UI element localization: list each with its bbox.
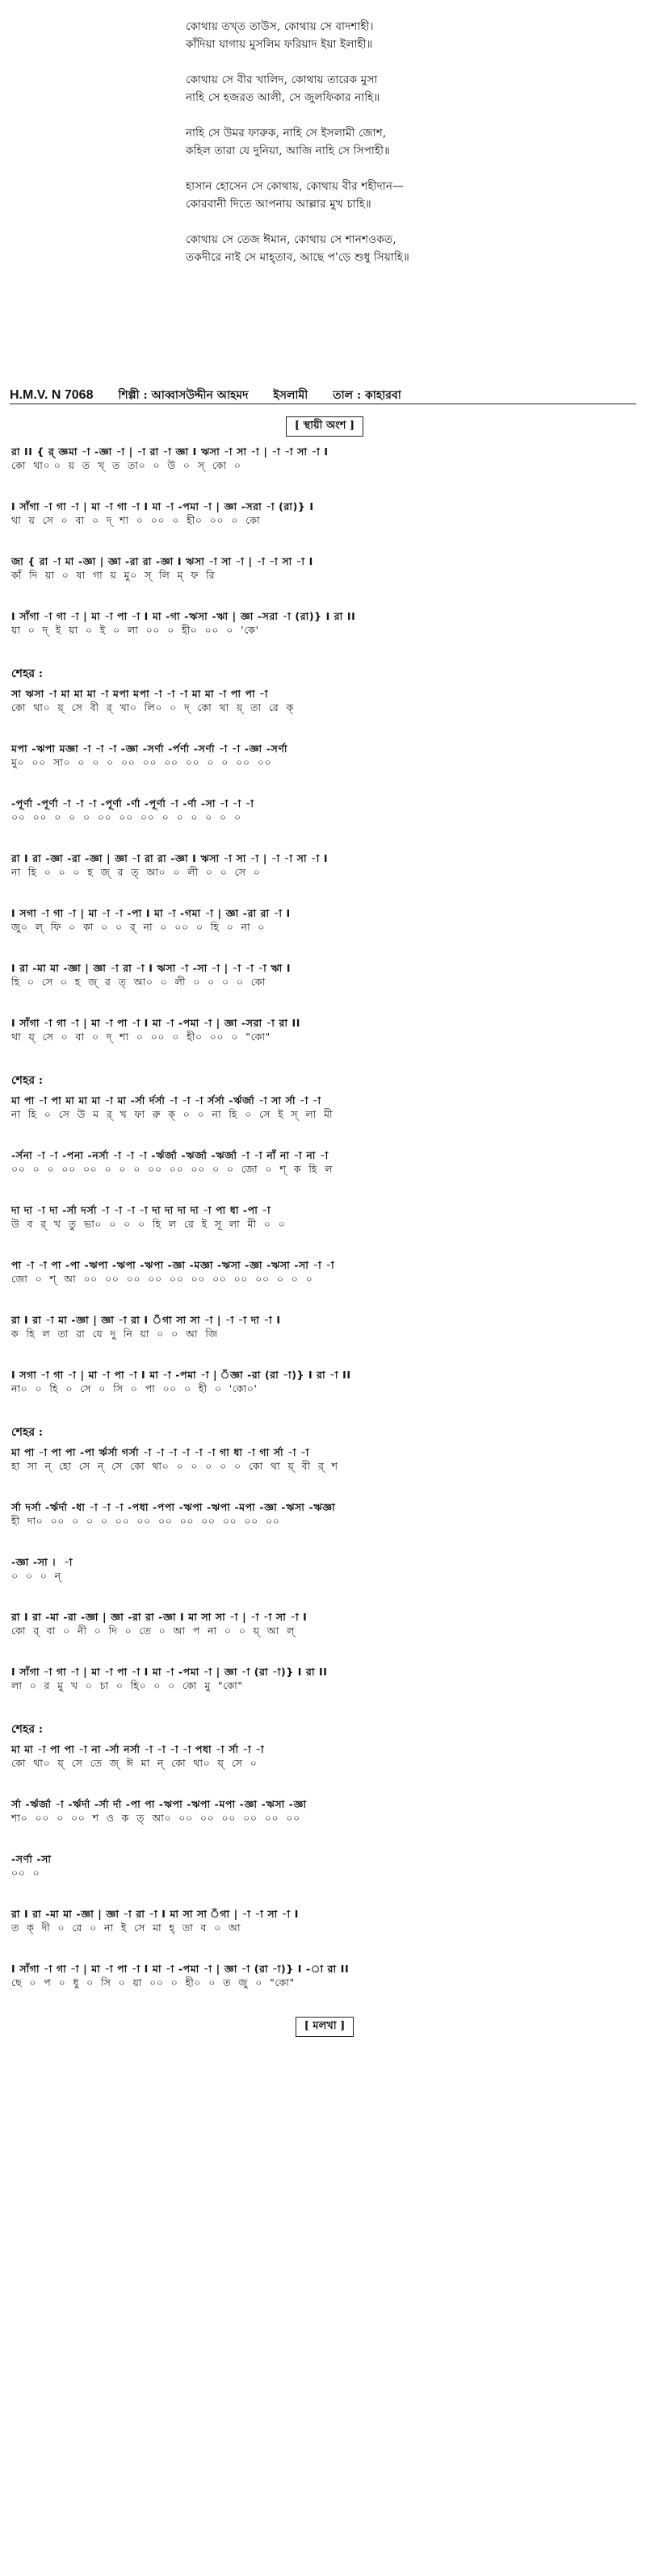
syllable-line: না হি ০ ০ ০ হ জ্ র ত্ আ০ ০ লী ০ ০ সে ০ (11, 866, 261, 878)
poem-line: কহিল তারা যে দুনিয়া, আজি নাহি সে সিপাহী॥ (186, 144, 390, 157)
notation-block (11, 1148, 638, 1176)
poem-line: নাহি সে উমর ফারুক, নাহি সে ইসলামী জোশ, (186, 127, 387, 140)
syllable-line: ছে ০ প ০ ধু ০ সি ০ য়া ০০ ০ হী০ ০ ত জু ০ "কো" (11, 1976, 295, 1988)
notation-line: মা পা -া পা মা মা মা -া মা -র্সা র্দর্সা -া -া -া র্সর্সা -র্ঋর্জা -া সা র্সা -া -া (11, 1094, 321, 1106)
notation-line: রা I রা -মা -রা -জ্ঞা | জ্ঞা -রা রা -জ্ঞা I মা সা সা -া | -া -া সা -া I (11, 1611, 308, 1623)
notation-block (11, 1907, 638, 1934)
notation-block (11, 445, 638, 472)
poem-line: হাসান হোসেন সে কোথায়, কোথায় বীর শহীদান— (186, 180, 404, 193)
notation-body (11, 416, 638, 2045)
tala-label: তাল : কাহারবা (333, 389, 401, 402)
notation-line: I সাঁগা -া গা -া | মা -া পা -া I মা -া -পমা -া | জ্ঞা -া (রা -া)} I -া রা II (11, 1963, 350, 1975)
notation-blocks (11, 445, 638, 1989)
poem-line: কোথায় তখ্ত তাউস, কোথায় সে বাদশাহী। (186, 20, 374, 33)
notation-line: -পূর্ণা -পূর্ণা -া -া -া -পূর্ণা -র্ণা -পূর্ণা -া -র্ণা -সা -া -া -া (11, 797, 254, 809)
notation-line: I সাঁগা -া গা -া | মা -া পা -া I মা -গা -ঋসা -ঋা | জ্ঞা -সরা -া (রা)} I রা II (11, 610, 356, 622)
notation-line: রা II { র্ জ্ঞমা -া -জ্ঞা -া | -া রা -া জ্ঞা I ঋসা -া সা -া | -া -া সা -া I (11, 445, 329, 458)
notation-block (11, 1313, 638, 1340)
stanza-2 (186, 71, 573, 107)
notation-line: সা ঋসা -া মা মা মা -া মপা মপা -া -া -া মা মা -া পা পা -া (11, 688, 269, 700)
notation-block (11, 500, 638, 527)
notation-block (11, 664, 638, 714)
notation-line: পা -া -া পা -পা -ঋপা -ঋপা -ঋপা -জ্ঞা -মজ্ঞা -ঋসা -জ্ঞা -ঋসা -সা -া -া (11, 1259, 335, 1271)
record-info-line (10, 386, 636, 405)
notation-block (11, 1797, 638, 1825)
syllable-line: না০ ০ হি ০ সে ০ সি ০ পা ০০ ০ হী ০ 'কো০' (11, 1382, 258, 1395)
artist-name: শিল্পী : আব্বাসউদ্দীন আহমদ (118, 389, 249, 402)
syllable-line: হা সা ন্ হো সে ন্ সে কো থা০ ০ ০ ০ ০ ০ কো থা য়্ বী র্ শ (11, 1460, 338, 1472)
syllable-line: হী দা০ ০০ ০ ০ ০ ০০ ০০ ০০ ০০ ০০ ০০ ০০ ০০ (11, 1515, 280, 1527)
notation-line: রা I রা -া মা -জ্ঞা | জ্ঞা -া রা I ঁগা সা সা -া | -া -া দা -া I (11, 1314, 281, 1326)
syllable-line: থা য়্ সে ০ বা ০ দ্ শা ০ ০০ ০ হী০ ০০ ০ "কো" (11, 1031, 271, 1043)
notation-block (11, 1258, 638, 1286)
notation-block (11, 1610, 638, 1637)
notation-line: I সাঁগা -া গা -া | মা -া গা -া I মা -া -পমা -া | জ্ঞা -সরা -া (রা)} I (11, 500, 314, 512)
notation-line: -র্সনা -া -া -পনা -নর্সা -া -া -া -র্ঋর্জা -ঋর্জা -ঋর্জা -া -া নাঁ না -া না -া (11, 1149, 329, 1161)
notation-line: I সগা -া গা -া | মা -া পা -া I মা -া -পমা -া | ঁজ্ঞা -রা (রা -া)} I রা -া II (11, 1369, 351, 1381)
syllable-line: কো থা০ ০ য় ত খ্ ত তা০ ০ উ ০ স্ কো ০ (11, 459, 241, 471)
genre-label: ইসলামী (273, 389, 308, 402)
notation-line: I সগা -া গা -া | মা -া -া -পা I মা -া -গমা -া | জ্ঞা -রা রা -া I (11, 907, 291, 919)
notation-line: দা দা -া দা -র্সা দর্সা -া -া -া -া দা দা দা দা -া পা ধা -পা -া (11, 1204, 271, 1216)
poem-line: কোরবানী দিতে আপনায় আল্লার মুখ চাহি॥ (186, 198, 371, 211)
syllable-line: য়া ০ দ্ ই য়া ০ ই ০ লা ০০ ০ হী০ ০০ ০ 'কে' (11, 624, 259, 636)
stanza-3 (186, 124, 573, 160)
lyrics-poem (186, 18, 573, 284)
notation-block (11, 1962, 638, 1989)
syllable-line: ০০ ০০ ০ ০ ০ ০০ ০০ ০০ ০ ০ ০ ০ ০ ০ (11, 811, 241, 823)
notation-block (11, 1016, 638, 1043)
notation-block (11, 1368, 638, 1395)
notation-line: মা মা -া পা পা -া না -র্সা নর্সা -া -া -া -া পধা -া র্সা -া -া (11, 1743, 265, 1755)
syllable-line: ০ ০ ০ ন্ (11, 1570, 61, 1582)
syllable-line: থা য় সে ০ বা ০ দ্ শা ০ ০০ ০ হী০ ০০ ০ কো (11, 514, 261, 526)
notation-block (11, 851, 638, 879)
notation-block (11, 1720, 638, 1770)
notation-line: -সর্ণা -সা (11, 1853, 52, 1865)
syllable-line: জু০ ল্ ফি ০ কা ০ ০ র্ না ০ ০০ ০ হি ০ না ০ (11, 921, 266, 933)
section-title: [ স্থায়ী অংশ ] (286, 416, 363, 437)
notation-block (11, 1665, 638, 1692)
stanza-5 (186, 231, 573, 266)
syllable-line: কাঁ দি য়া ০ ষা গা য় মু০ স্ লি ম্ ফ রি (11, 569, 216, 581)
notation-line: মা পা -া পা পা -পা র্ঋর্সা গর্সা -া -া -া -া -া -া গা ধা -া গা র্সা -া -া (11, 1446, 309, 1458)
notation-line: -জ্ঞা -সা । -া (11, 1556, 73, 1568)
final-section-box (11, 2017, 638, 2037)
syllable-line: কো থা০ য়্ সে বী র্ খা০ লি০ ০ দ্ কো থা য়্ তা রে ক্ (11, 701, 294, 713)
stanza-heading: শেহর : (11, 1723, 44, 1736)
final-section-title: [ মলখা ] (296, 2017, 354, 2037)
notation-block (11, 742, 638, 769)
poem-line: কোথায় সে তেজ ঈমান, কোথায় সে শানশওকত, (186, 233, 396, 246)
notation-block (11, 961, 638, 989)
syllable-line: হি ০ সে ০ হ জ্ র ত্ আ০ ০ লী ০ ০ ০ ০ কো (11, 976, 266, 988)
notation-block (11, 1852, 638, 1880)
syllable-line: ত ক্ দী ০ রে ০ না ই সে মা হ্ তা ব ০ আ (11, 1922, 241, 1934)
stanza-heading: শেহর : (11, 1074, 44, 1087)
notation-block (11, 1203, 638, 1231)
syllable-line: ০০ ০ ০ ০০ ০০ ০ ০ ০ ০০ ০০ ০০ ০ ০ জো ০ শ্ ক হি ল (11, 1163, 333, 1175)
syllable-line: জো ০ শ্ আ ০০ ০০ ০০ ০০ ০০ ০০ ০০ ০০ ০০ ০ ০ ০ (11, 1273, 313, 1285)
notation-block (11, 554, 638, 582)
notation-block (11, 609, 638, 637)
stanza-heading: শেহর : (11, 1426, 44, 1439)
stanza-4 (186, 178, 573, 213)
notation-block (11, 1555, 638, 1583)
notation-line: মপা -ঋপা মজ্ঞা -া -া -া -জ্ঞা -সর্ণা -র্পর্ণা -সর্ণা -া -া -জ্ঞা -সর্ণা (11, 742, 288, 755)
stanza-1 (186, 18, 573, 53)
notation-line: I রা -মা মা -জ্ঞা | জ্ঞা -া রা -া I ঋসা -া -সা -া | -া -া -া ঋা I (11, 962, 292, 974)
notation-line: র্সা -র্ঋর্জা -া -র্ঋর্দা -র্সা র্দা -পা পা -ঋপা -ঋপা -মপা -জ্ঞা -ঋসা -জ্ঞা (11, 1798, 307, 1810)
notation-line: জা { রা -া মা -জ্ঞা | জ্ঞা -রা রা -জ্ঞা I ঋসা -া সা -া | -া -া সা -া I (11, 555, 313, 567)
syllable-line: ক হি ল তা রা যে দু নি য়া ০ ০ আ জি (11, 1328, 218, 1340)
notation-line: র্সা দর্সা -র্ঋর্দা -ধা -া -া -া -পধা -পপা -ঋপা -ঋপা -মপা -জ্ঞা -ঋসা -ঋজ্ঞা (11, 1501, 336, 1513)
syllable-line: ০০ ০ (11, 1867, 40, 1879)
notation-line: রা I রা -মা মা -জ্ঞা | জ্ঞা -া রা -া I মা সা সা ঁগা | -া -া সা -া I (11, 1908, 299, 1920)
notation-line: I সাঁগা -া গা -া | মা -া পা -া I মা -া -পমা -া | জ্ঞা -সরা -া রা II (11, 1017, 301, 1029)
syllable-line: মু০ ০০ সা০ ০ ০ ০ ০০ ০০ ০০ ০০ ০ ০ ০০ ০০ (11, 756, 272, 768)
notation-block (11, 1423, 638, 1473)
section-title-box (11, 416, 638, 437)
poem-line: কাঁদিয়া যাগায় মুসলিম ফরিয়াদ ইয়া ইলাহী॥ (186, 38, 373, 51)
record-number: H.M.V. N 7068 (10, 388, 94, 402)
syllable-line: লা ০ র মু খ ০ চা ০ হি০ ০ ০ কো মু "কো" (11, 1679, 243, 1692)
syllable-line: শা০ ০০ ০ ০০ শ ও ক ত্ আ০ ০০ ০০ ০০ ০০ ০০ ০০ (11, 1812, 300, 1824)
notation-line: I সাঁগা -া গা -া | মা -া পা -া I মা -া -পমা -া | জ্ঞা -া (রা -া)} I রা II (11, 1666, 328, 1678)
notation-block (11, 797, 638, 824)
notation-block (11, 1500, 638, 1528)
poem-line: তকদীরে নাই সে মাহ্তাব, আছে প'ড়ে শুধু সিয়াহি॥ (186, 251, 409, 264)
stanza-heading: শেহর : (11, 667, 44, 680)
notation-block (11, 1071, 638, 1121)
syllable-line: কো থা০ য়্ সে তে জ্ ঈ মা ন্ কো থা০ য়্ সে ০ (11, 1757, 258, 1769)
syllable-line: উ ব র্ খ তু ভা০ ০ ০ ০ হি ল রে ই সূ লা মী ০ ০ (11, 1218, 286, 1230)
notation-block (11, 906, 638, 934)
syllable-line: কো র্ বা ০ নী ০ দি ০ তে ০ আ প না ০ ০ য়্ আ ল্ (11, 1625, 295, 1637)
poem-line: নাহি সে হজরত আলী, সে জুলফিকার নাহি॥ (186, 91, 380, 104)
syllable-line: না হি ০ সে উ ম র্ খ ফা রু ক্ ০ ০ না হি ০ সে ই স্ লা মী (11, 1108, 333, 1120)
notation-line: রা I রা -জ্ঞা -রা -জ্ঞা | জ্ঞা -া রা রা -জ্ঞা I ঋসা -া সা -া | -া -া সা -া I (11, 852, 329, 864)
poem-line: কোথায় সে বীর খালিদ, কোথায় তারেক মুসা (186, 73, 378, 86)
